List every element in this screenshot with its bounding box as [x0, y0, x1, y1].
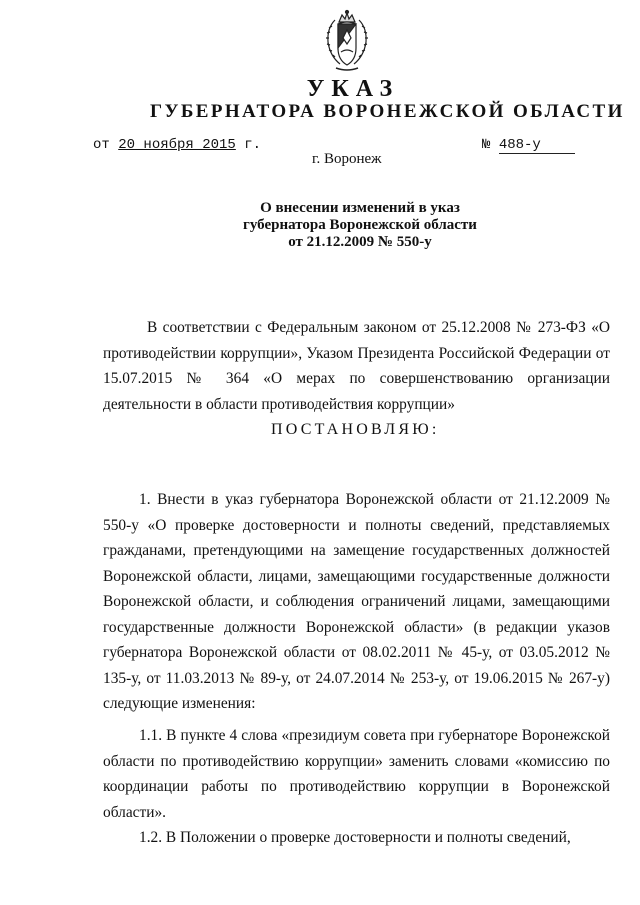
- item-1-2-paragraph: 1.2. В Положении о проверке достоверности и полноты сведений,: [139, 829, 571, 846]
- date-suffix: г.: [235, 137, 262, 153]
- number-label: №: [482, 137, 491, 153]
- document-heading: [180, 200, 540, 251]
- coat-of-arms-icon: [318, 8, 376, 74]
- date-line: [93, 137, 261, 153]
- doc-type-title: УКАЗ: [306, 76, 400, 102]
- heading-line-3: от 21.12.2009 № 550-у: [288, 234, 432, 250]
- item-1-paragraph: 1. Внести в указ губернатора Воронежской области от 21.12.2009 № 550-у «О проверке достоверности и полноты сведений, представляемых гражданами, претендующими на замещение государственных должностей Воронежской области, лицами, замещающими государственные должности Воронежской области, и соблюдения ограничений лицами, замещающими государственные должности Воронежской области» (в редакции указов губернатора Воронежской области от 08.02.2011 № 45-у, от 03.05.2012 № 135-у, от 11.03.2013 № 89-у, от 24.07.2014 № 253-у, от 19.06.2015 № 267-у) следующие изменения:: [103, 491, 610, 712]
- item-1-1-paragraph: 1.1. В пункте 4 слова «президиум совета при губернаторе Воронежской области по противодействию коррупции» заменить словами «комиссию по координации работы по противодействию коррупции в Воронежской области».: [103, 727, 610, 821]
- decree-date: 20 ноября 2015: [118, 137, 236, 153]
- city: г. Воронеж: [312, 151, 382, 167]
- heading-line-1: О внесении изменений в указ: [260, 200, 460, 216]
- issuer-title: ГУБЕРНАТОРА ВОРОНЕЖСКОЙ ОБЛАСТИ: [150, 101, 625, 122]
- date-prefix: от: [93, 137, 119, 153]
- preamble-paragraph: В соответствии с Федеральным законом от 25.12.2008 № 273-ФЗ «О противодействии коррупции», Указом Президента Российской Федерации от 15.07.2015 № 364 «О мерах по совершенствованию организации деятельности в области противодействия коррупции»: [103, 319, 610, 413]
- heading-line-2: губернатора Воронежской области: [243, 217, 477, 233]
- number-line: [482, 137, 575, 154]
- decree-number: 488-у: [499, 138, 575, 154]
- decree-word: ПОСТАНОВЛЯЮ:: [271, 421, 440, 438]
